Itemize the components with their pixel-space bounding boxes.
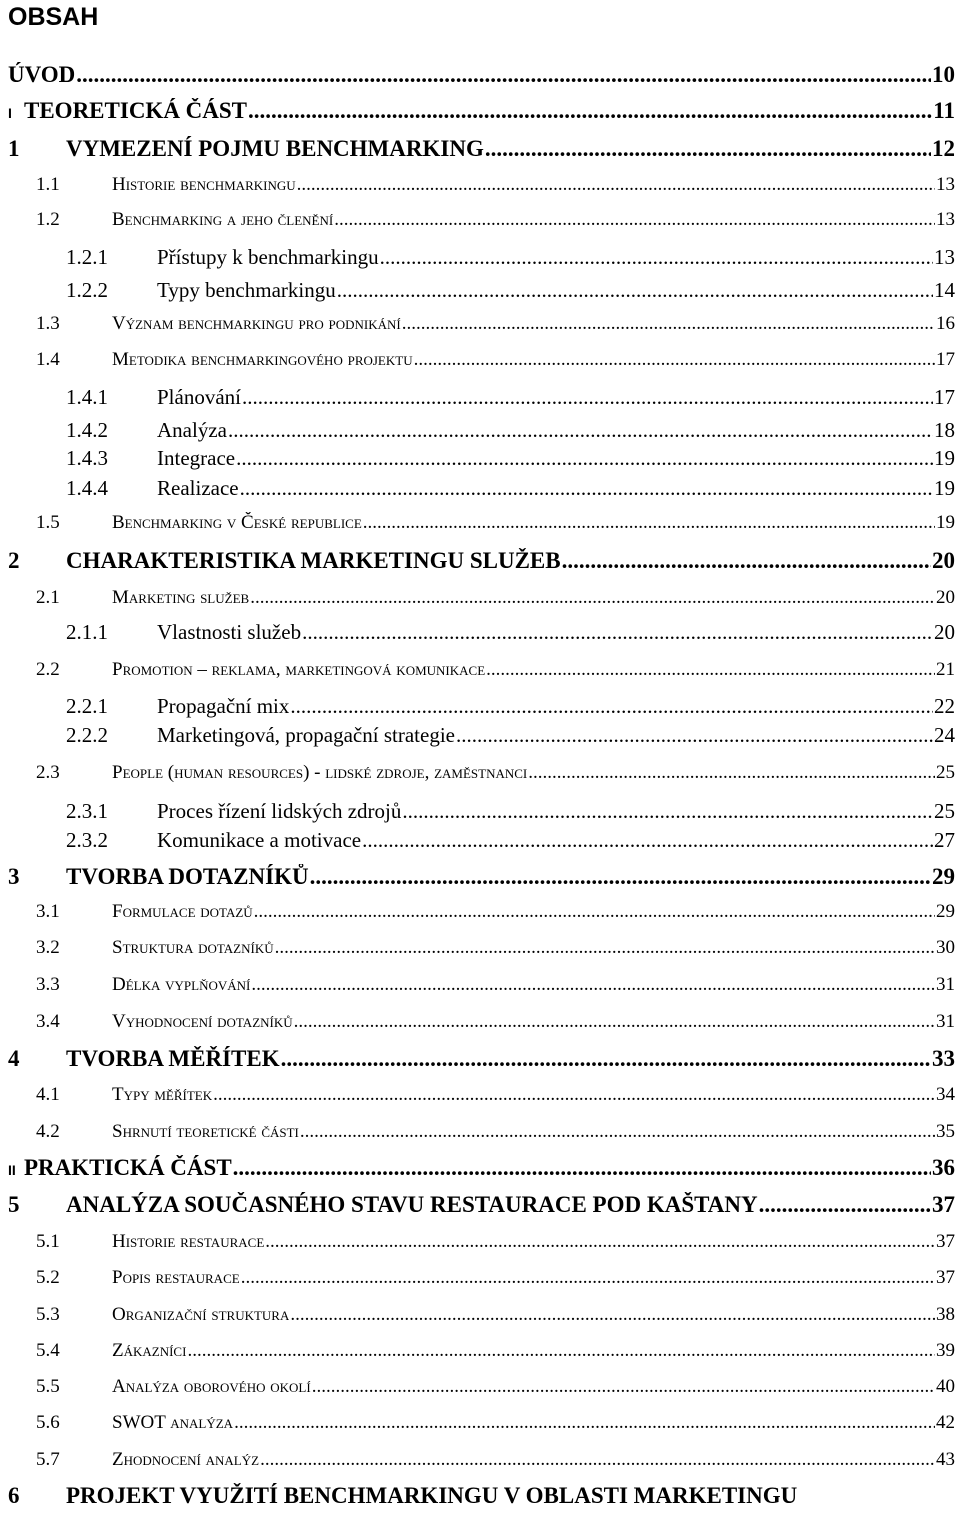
toc-dot-leader — [294, 1011, 935, 1033]
toc-entry-title: Struktura dotazníků — [112, 937, 274, 958]
toc-page-number: 31 — [936, 1011, 955, 1032]
toc-entry-title: Benchmarking v České republice — [112, 512, 362, 533]
toc-page-number: 10 — [932, 62, 955, 87]
toc-entry[interactable] — [36, 349, 955, 375]
toc-entry-number: 2.3.1 — [66, 799, 108, 823]
toc-entry-number: 2 — [8, 548, 20, 573]
toc-entry[interactable] — [66, 278, 955, 306]
toc-dot-leader — [233, 1155, 931, 1181]
toc-dot-leader — [228, 418, 933, 443]
toc-dot-leader — [275, 937, 935, 959]
toc-entry-number: 1.4.4 — [66, 476, 108, 500]
toc-entry-title: Marketing služeb — [112, 587, 250, 608]
toc-dot-leader — [260, 1449, 935, 1471]
toc-entry[interactable] — [8, 548, 955, 578]
toc-dot-leader — [213, 1084, 935, 1106]
toc-entry[interactable] — [8, 1046, 955, 1076]
toc-entry-number: 1.2 — [36, 209, 60, 230]
toc-page-number: 37 — [936, 1231, 955, 1252]
toc-entry[interactable] — [36, 901, 955, 927]
toc-entry[interactable] — [8, 136, 955, 166]
toc-entry-title: Benchmarking a jeho členění — [112, 209, 334, 230]
toc-page-number: 27 — [934, 828, 955, 852]
toc-page-number: 17 — [934, 385, 955, 409]
toc-page-number: 25 — [934, 799, 955, 823]
toc-entry-number: 5.3 — [36, 1304, 60, 1325]
toc-entry-number: 4.1 — [36, 1084, 60, 1105]
toc-entry[interactable] — [36, 1231, 955, 1257]
toc-dot-leader — [300, 1121, 935, 1143]
toc-entry[interactable] — [66, 385, 955, 413]
toc-entry[interactable] — [36, 937, 955, 963]
toc-dot-leader — [251, 974, 935, 996]
toc-entry[interactable] — [36, 1340, 955, 1366]
toc-entry-title: Propagační mix — [157, 694, 290, 718]
toc-dot-leader — [528, 762, 935, 784]
toc-entry-title: Vlastnosti služeb — [157, 620, 302, 644]
toc-page-number: 30 — [936, 937, 955, 958]
toc-entry-title: VYMEZENÍ POJMU BENCHMARKING — [66, 136, 484, 161]
toc-page-number: 33 — [932, 1046, 955, 1071]
toc-entry-number: 2.2.2 — [66, 723, 108, 747]
toc-entry-number: 5 — [8, 1192, 20, 1217]
toc-page-number: 20 — [932, 548, 955, 573]
toc-entry-number: 1.4.2 — [66, 418, 108, 442]
toc-page-number: 13 — [936, 209, 955, 230]
toc-page-number: 37 — [936, 1267, 955, 1288]
toc-page-number: 12 — [932, 136, 955, 161]
toc-dot-leader — [265, 1231, 935, 1253]
toc-page-number: 40 — [936, 1376, 955, 1397]
toc-entry-number: 6 — [8, 1483, 20, 1508]
toc-page-number: 22 — [934, 694, 955, 718]
toc-dot-leader — [759, 1192, 931, 1218]
toc-page-number: 18 — [934, 418, 955, 442]
toc-dot-leader — [248, 98, 932, 124]
toc-dot-leader — [76, 62, 931, 88]
toc-page-number: 29 — [932, 864, 955, 889]
toc-entry[interactable] — [8, 1483, 955, 1513]
toc-page-number: 14 — [934, 278, 955, 302]
toc-page-number: 35 — [936, 1121, 955, 1142]
toc-entry-title: TEORETICKÁ ČÁST — [24, 98, 248, 123]
toc-dot-leader — [562, 548, 931, 574]
toc-entry-number: 4.2 — [36, 1121, 60, 1142]
toc-entry-title: Popis restaurace — [112, 1267, 240, 1288]
toc-entry-number: 2.3.2 — [66, 828, 108, 852]
toc-dot-leader — [402, 313, 935, 335]
toc-dot-leader — [414, 349, 935, 371]
toc-entry-number: 1.4 — [36, 349, 60, 370]
toc-dot-leader — [297, 174, 935, 196]
toc-entry-title: TVORBA MĚŘÍTEK — [66, 1046, 280, 1071]
toc-entry-title: Analýza oborového okolí — [112, 1376, 311, 1397]
toc-entry-number: 2.1 — [36, 587, 60, 608]
toc-dot-leader — [456, 723, 933, 748]
toc-entry[interactable] — [36, 1304, 955, 1330]
toc-entry-number: 1.5 — [36, 512, 60, 533]
toc-dot-leader — [486, 659, 935, 681]
toc-entry-title: Vyhodnocení dotazníků — [112, 1011, 293, 1032]
toc-entry-number: 2.2.1 — [66, 694, 108, 718]
toc-dot-leader — [485, 136, 931, 162]
toc-entry-title: Historie restaurace — [112, 1231, 265, 1252]
toc-entry-title: Zhodnocení analýz — [112, 1449, 260, 1470]
toc-dot-leader — [187, 1340, 935, 1362]
toc-page-number: 17 — [936, 349, 955, 370]
toc-entry[interactable] — [66, 723, 955, 751]
toc-entry-number: 3.1 — [36, 901, 60, 922]
toc-page-number: 19 — [934, 476, 955, 500]
toc-page-number: 36 — [932, 1155, 955, 1180]
toc-dot-leader — [302, 620, 933, 645]
toc-entry-title: Shrnutí teoretické části — [112, 1121, 299, 1142]
toc-entry-title: CHARAKTERISTIKA MARKETINGU SLUŽEB — [66, 548, 561, 573]
toc-entry[interactable] — [8, 1192, 955, 1222]
toc-page-number: 25 — [936, 762, 955, 783]
toc-entry-title: ANALÝZA SOUČASNÉHO STAVU RESTAURACE POD KAŠTANY — [66, 1192, 758, 1217]
toc-entry-number: 5.7 — [36, 1449, 60, 1470]
toc-entry[interactable] — [66, 446, 955, 474]
toc-dot-leader — [334, 209, 935, 231]
toc-entry[interactable] — [36, 1267, 955, 1293]
toc-entry-number: 1.1 — [36, 174, 60, 195]
toc-dot-leader — [310, 864, 931, 890]
toc-entry-number: 1.3 — [36, 313, 60, 334]
toc-page-number: 24 — [934, 723, 955, 747]
toc-dot-leader — [290, 1304, 935, 1326]
toc-entry-number: II — [8, 1162, 16, 1178]
toc-page-number: 34 — [936, 1084, 955, 1105]
toc-page-number: 19 — [934, 446, 955, 470]
toc-entry-title: Typy benchmarkingu — [157, 278, 336, 302]
toc-entry-title: Metodika benchmarkingového projektu — [112, 349, 413, 370]
toc-dot-leader — [337, 278, 933, 303]
toc-entry-number: 2.2 — [36, 659, 60, 680]
page-title: OBSAH — [8, 3, 99, 31]
toc-dot-leader — [250, 587, 935, 609]
toc-entry-number: 5.1 — [36, 1231, 60, 1252]
toc-dot-leader — [363, 512, 935, 534]
toc-entry[interactable] — [66, 476, 955, 504]
toc-entry-number: 3.3 — [36, 974, 60, 995]
toc-entry-number: 3.4 — [36, 1011, 60, 1032]
toc-page-number: 11 — [933, 98, 955, 123]
toc-page-number: 38 — [936, 1304, 955, 1325]
toc-entry-title: PROJEKT VYUŽITÍ BENCHMARKINGU V OBLASTI MARKETINGU — [66, 1483, 798, 1508]
toc-entry-title: Zákazníci — [112, 1340, 187, 1361]
toc-entry[interactable] — [8, 98, 955, 128]
toc-entry-title: Význam benchmarkingu pro podnikání — [112, 313, 401, 334]
toc-page-number: 21 — [936, 659, 955, 680]
toc-entry-number: 3 — [8, 864, 20, 889]
toc-entry-title: Přístupy k benchmarkingu — [157, 245, 379, 269]
toc-entry-title: Integrace — [157, 446, 236, 470]
toc-entry-number: 1.2.1 — [66, 245, 108, 269]
toc-dot-leader — [254, 901, 935, 923]
toc-page-number: 20 — [934, 620, 955, 644]
toc-entry-title: Organizační struktura — [112, 1304, 290, 1325]
toc-entry[interactable] — [8, 864, 955, 894]
toc-page-number: 29 — [936, 901, 955, 922]
toc-entry-title: PRAKTICKÁ ČÁST — [24, 1155, 232, 1180]
toc-page-number: 13 — [936, 174, 955, 195]
toc-entry[interactable] — [36, 313, 955, 339]
toc-dot-leader — [236, 446, 933, 471]
toc-entry[interactable] — [36, 512, 955, 538]
toc-entry-number: 1.2.2 — [66, 278, 108, 302]
toc-entry-title: ÚVOD — [8, 62, 76, 87]
toc-entry-title: Realizace — [157, 476, 239, 500]
toc-entry[interactable] — [36, 659, 955, 685]
toc-entry-title: Formulace dotazů — [112, 901, 253, 922]
toc-entry[interactable] — [36, 1084, 955, 1110]
toc-entry-number: 5.2 — [36, 1267, 60, 1288]
toc-entry-title: Délka vyplňování — [112, 974, 251, 995]
toc-dot-leader — [242, 385, 933, 410]
toc-dot-leader — [241, 1267, 935, 1289]
toc-page-number: 20 — [936, 587, 955, 608]
toc-dot-leader — [362, 828, 933, 853]
toc-entry[interactable] — [36, 1011, 955, 1037]
toc-entry-title: Plánování — [157, 385, 241, 409]
toc-entry-title: Promotion – reklama, marketingová komunikace — [112, 659, 486, 680]
toc-entry[interactable] — [66, 418, 955, 446]
toc-entry-number: 1 — [8, 136, 20, 161]
toc-entry-number: 5.4 — [36, 1340, 60, 1361]
toc-page-number: 39 — [936, 1340, 955, 1361]
toc-entry-number: 4 — [8, 1046, 20, 1071]
toc-entry[interactable] — [8, 62, 955, 92]
toc-page-number: 37 — [932, 1192, 955, 1217]
toc-entry[interactable] — [36, 1121, 955, 1147]
toc-dot-leader — [380, 245, 933, 270]
toc-entry[interactable] — [36, 1376, 955, 1402]
toc-entry[interactable] — [66, 694, 955, 722]
toc-page-number: 43 — [936, 1449, 955, 1470]
toc-entry[interactable] — [36, 974, 955, 1000]
toc-dot-leader — [234, 1412, 935, 1434]
toc-page-number: 13 — [934, 245, 955, 269]
toc-entry[interactable] — [36, 209, 955, 235]
toc-entry-title: Komunikace a motivace — [157, 828, 362, 852]
toc-entry[interactable] — [36, 1412, 955, 1438]
toc-entry-title: Marketingová, propagační strategie — [157, 723, 455, 747]
toc-entry-title: Analýza — [157, 418, 227, 442]
toc-entry[interactable] — [8, 1155, 955, 1185]
toc-entry[interactable] — [66, 245, 955, 273]
toc-page-number: 19 — [936, 512, 955, 533]
toc-dot-leader — [290, 694, 933, 719]
toc-entry-title: Proces řízení lidských zdrojů — [157, 799, 402, 823]
toc-entry[interactable] — [36, 174, 955, 200]
toc-entry-number: 1.4.1 — [66, 385, 108, 409]
toc-page-number: 31 — [936, 974, 955, 995]
toc-entry[interactable] — [36, 1449, 955, 1475]
toc-entry[interactable] — [66, 799, 955, 827]
toc-entry-number: 2.3 — [36, 762, 60, 783]
toc-entry-title: TVORBA DOTAZNÍKŮ — [66, 864, 309, 889]
toc-entry-number: 5.5 — [36, 1376, 60, 1397]
toc-entry-number: 3.2 — [36, 937, 60, 958]
toc-entry[interactable] — [36, 762, 955, 788]
toc-entry-title: Historie benchmarkingu — [112, 174, 296, 195]
toc-dot-leader — [240, 476, 933, 501]
toc-page-number: 16 — [936, 313, 955, 334]
toc-entry-number: I — [8, 105, 12, 121]
toc-entry-number: 2.1.1 — [66, 620, 108, 644]
toc-entry-number: 1.4.3 — [66, 446, 108, 470]
toc-dot-leader — [402, 799, 933, 824]
toc-dot-leader — [312, 1376, 935, 1398]
toc-entry-title: Typy měřítek — [112, 1084, 213, 1105]
toc-page-number: 42 — [936, 1412, 955, 1433]
toc-entry[interactable] — [36, 587, 955, 613]
toc-entry-number: 5.6 — [36, 1412, 60, 1433]
toc-dot-leader — [281, 1046, 931, 1072]
toc-entry[interactable] — [66, 828, 955, 856]
toc-entry-title: People (human resources) - lidské zdroje, zaměstnanci — [112, 762, 528, 783]
toc-entry-title: SWOT analýza — [112, 1412, 234, 1433]
toc-entry[interactable] — [66, 620, 955, 648]
